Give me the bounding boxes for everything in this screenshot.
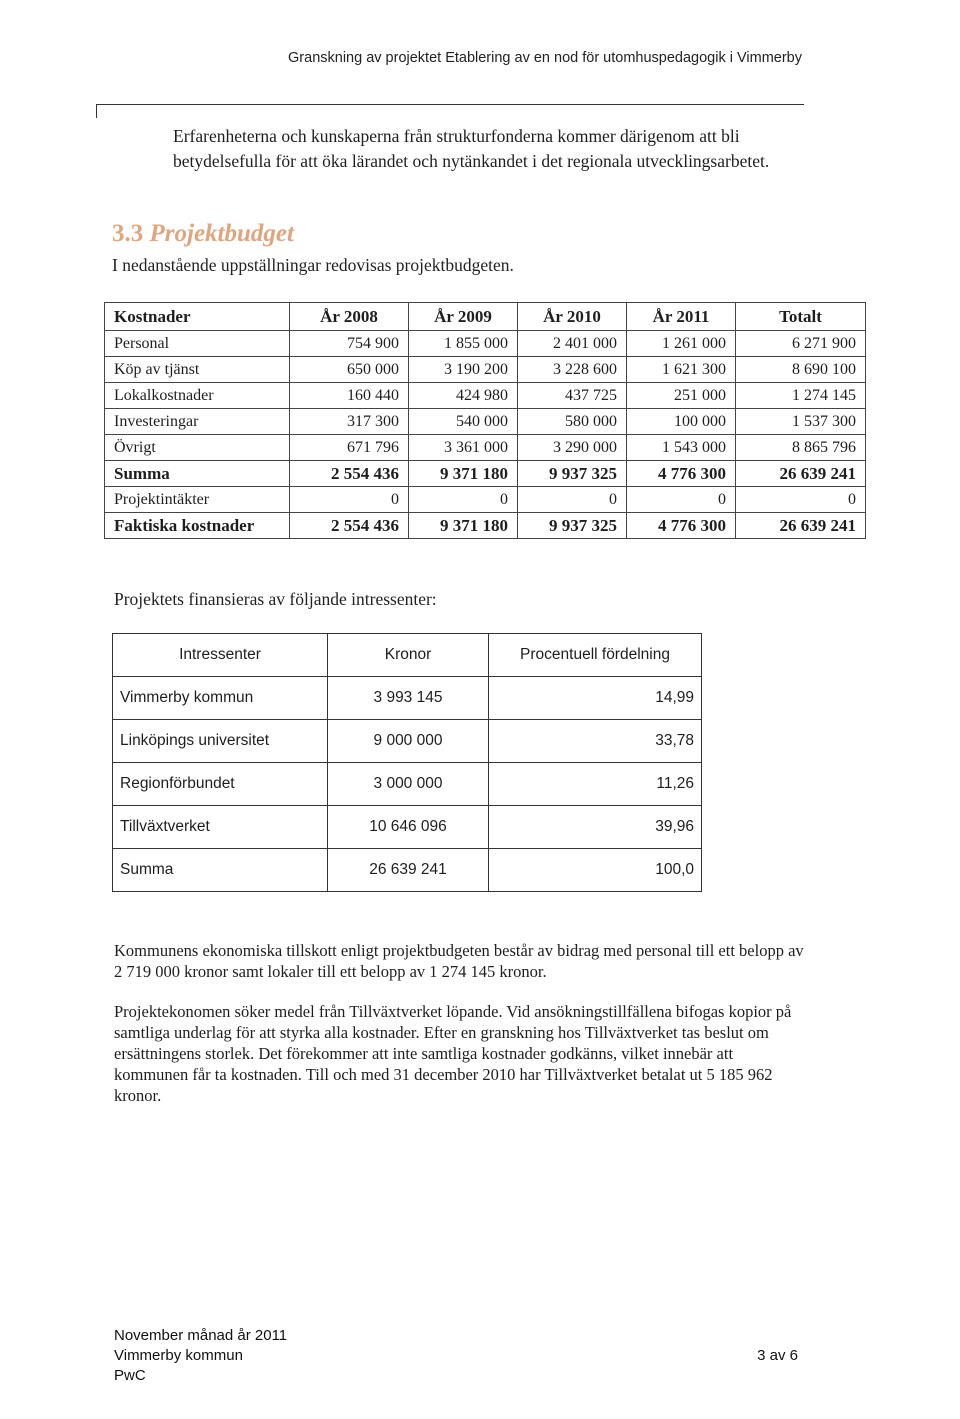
budget-cell: 3 361 000 <box>409 435 518 461</box>
budget-cell: 1 543 000 <box>627 435 736 461</box>
budget-cell: 2 554 436 <box>290 461 409 487</box>
financing-stakeholder: Tillväxtverket <box>113 806 328 849</box>
footer-date: November månad år 2011 <box>114 1327 288 1344</box>
footer-firm: PwC <box>114 1367 146 1384</box>
budget-cell: 9 371 180 <box>409 513 518 539</box>
budget-cell: 0 <box>627 487 736 513</box>
financing-amount: 3 000 000 <box>328 763 489 806</box>
municipal-contribution-paragraph: Kommunens ekonomiska tillskott enligt projektbudgeten består av bidrag med personal till ett belopp av 2 719 000 kronor samt lokaler till ett belopp av 1 274 145 kronor. <box>114 941 804 981</box>
budget-row <box>105 331 866 357</box>
budget-cell: 437 725 <box>518 383 627 409</box>
budget-cell: 2 554 436 <box>290 513 409 539</box>
budget-header-row <box>105 303 866 331</box>
financing-amount: 26 639 241 <box>328 849 489 892</box>
budget-cell: 2 401 000 <box>518 331 627 357</box>
budget-row-label: Projektintäkter <box>105 487 290 513</box>
budget-cell: 0 <box>736 487 866 513</box>
budget-row-label: Köp av tjänst <box>105 357 290 383</box>
budget-cell: 671 796 <box>290 435 409 461</box>
budget-row <box>105 383 866 409</box>
financing-header-cell: Procentuell fördelning <box>489 634 702 677</box>
page-number: 3 av 6 <box>757 1347 798 1364</box>
budget-cell: 4 776 300 <box>627 513 736 539</box>
budget-row-label: Faktiska kostnader <box>105 513 290 539</box>
financing-amount: 9 000 000 <box>328 720 489 763</box>
budget-cell: 1 261 000 <box>627 331 736 357</box>
budget-cell: 9 371 180 <box>409 461 518 487</box>
budget-cell: 9 937 325 <box>518 513 627 539</box>
budget-cell: 650 000 <box>290 357 409 383</box>
budget-row <box>105 409 866 435</box>
budget-sum-row <box>105 461 866 487</box>
section-heading <box>112 220 294 248</box>
budget-cell: 1 537 300 <box>736 409 866 435</box>
section-title: Projektbudget <box>149 220 294 247</box>
header-rule <box>96 104 804 105</box>
budget-row-label: Övrigt <box>105 435 290 461</box>
budget-total-row <box>105 513 866 539</box>
footer-org: Vimmerby kommun <box>114 1347 243 1364</box>
budget-header-cell: År 2011 <box>627 303 736 331</box>
budget-cell: 0 <box>290 487 409 513</box>
budget-header-cell: Kostnader <box>105 303 290 331</box>
financing-header-cell: Intressenter <box>113 634 328 677</box>
budget-cell: 100 000 <box>627 409 736 435</box>
budget-cell: 160 440 <box>290 383 409 409</box>
financing-lead: Projektets finansieras av följande intressenter: <box>114 589 437 609</box>
page-footer <box>114 1326 798 1386</box>
budget-cell: 8 865 796 <box>736 435 866 461</box>
budget-header-cell: År 2009 <box>409 303 518 331</box>
project-economist-paragraph: Projektekonomen söker medel från Tillväxtverket löpande. Vid ansökningstillfällena bifogas kopior på samtliga underlag för att styrka alla kostnader. Efter en granskning hos Tillväxtverket tas beslut om ersättningens storlek. Det förekommer att inte samtliga kostnader godkänns, vilket innebär att kommunen får ta kostnaden. Till och med 31 december 2010 har Tillväxtverket betalat ut 5 185 962 kronor. <box>114 1002 792 1105</box>
budget-header-cell: Totalt <box>736 303 866 331</box>
budget-cell: 3 290 000 <box>518 435 627 461</box>
financing-amount: 10 646 096 <box>328 806 489 849</box>
budget-cell: 251 000 <box>627 383 736 409</box>
financing-percent: 33,78 <box>489 720 702 763</box>
financing-row <box>113 806 702 849</box>
budget-row-label: Personal <box>105 331 290 357</box>
financing-table <box>112 633 702 892</box>
budget-cell: 4 776 300 <box>627 461 736 487</box>
budget-cell: 540 000 <box>409 409 518 435</box>
header-rule-tick <box>96 104 97 118</box>
budget-cell: 754 900 <box>290 331 409 357</box>
financing-row <box>113 763 702 806</box>
financing-percent: 100,0 <box>489 849 702 892</box>
financing-header-row <box>113 634 702 677</box>
financing-percent: 39,96 <box>489 806 702 849</box>
budget-cell: 317 300 <box>290 409 409 435</box>
budget-row-label: Summa <box>105 461 290 487</box>
financing-stakeholder: Summa <box>113 849 328 892</box>
financing-amount: 3 993 145 <box>328 677 489 720</box>
financing-sum-row <box>113 849 702 892</box>
financing-header-cell: Kronor <box>328 634 489 677</box>
budget-cell: 3 190 200 <box>409 357 518 383</box>
financing-stakeholder: Vimmerby kommun <box>113 677 328 720</box>
budget-cell: 1 621 300 <box>627 357 736 383</box>
financing-row <box>113 720 702 763</box>
budget-cell: 6 271 900 <box>736 331 866 357</box>
budget-row <box>105 435 866 461</box>
budget-cell: 8 690 100 <box>736 357 866 383</box>
budget-cell: 1 855 000 <box>409 331 518 357</box>
financing-percent: 14,99 <box>489 677 702 720</box>
budget-cell: 424 980 <box>409 383 518 409</box>
budget-table <box>104 302 866 539</box>
budget-cell: 26 639 241 <box>736 513 866 539</box>
budget-cell: 3 228 600 <box>518 357 627 383</box>
budget-row <box>105 487 866 513</box>
section-number: 3.3 <box>112 220 144 247</box>
budget-cell: 9 937 325 <box>518 461 627 487</box>
budget-header-cell: År 2008 <box>290 303 409 331</box>
budget-cell: 0 <box>518 487 627 513</box>
budget-row <box>105 357 866 383</box>
financing-stakeholder: Linköpings universitet <box>113 720 328 763</box>
budget-cell: 0 <box>409 487 518 513</box>
budget-row-label: Investeringar <box>105 409 290 435</box>
financing-row <box>113 677 702 720</box>
budget-cell: 1 274 145 <box>736 383 866 409</box>
intro-paragraph: Erfarenheterna och kunskaperna från strukturfonderna kommer därigenom att bli betydelsefulla för att öka lärandet och nytänkandet i det regionala utvecklingsarbetet. <box>173 126 770 171</box>
page-header: Granskning av projektet Etablering av en nod för utomhuspedagogik i Vimmerby <box>288 50 802 66</box>
financing-stakeholder: Regionförbundet <box>113 763 328 806</box>
budget-cell: 26 639 241 <box>736 461 866 487</box>
budget-header-cell: År 2010 <box>518 303 627 331</box>
section-lead: I nedanstående uppställningar redovisas projektbudgeten. <box>112 255 514 275</box>
budget-row-label: Lokalkostnader <box>105 383 290 409</box>
financing-percent: 11,26 <box>489 763 702 806</box>
budget-cell: 580 000 <box>518 409 627 435</box>
